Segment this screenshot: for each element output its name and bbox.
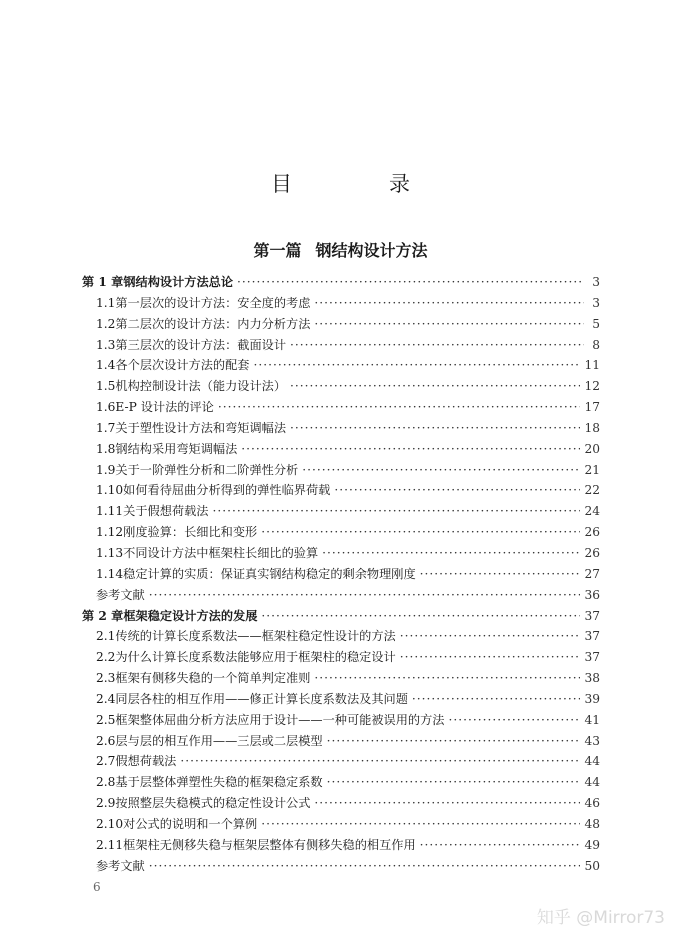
toc-entry-page: 37 <box>584 608 600 623</box>
toc-entry-number: 2.4 <box>96 691 116 706</box>
toc-section-row <box>82 732 600 753</box>
toc-entry-title: 基于层整体弹塑性失稳的框架稳定系数 <box>115 775 323 790</box>
toc-entry-page: 46 <box>584 796 600 811</box>
toc-dot-leader <box>290 421 580 435</box>
toc-dot-leader <box>412 692 581 706</box>
toc-entry-page: 39 <box>584 691 600 706</box>
toc-entry-number: 1.4 <box>96 358 116 373</box>
toc-entry-title: 参考文献 <box>96 858 145 873</box>
toc-section-row <box>82 523 600 544</box>
toc-entry-title: 假想荷载法 <box>115 754 177 769</box>
toc-entry-title: 框架整体屈曲分析方法应用于设计——一种可能被误用的方法 <box>115 712 445 727</box>
toc-entry-number: 2.1 <box>96 629 116 644</box>
toc-dot-leader <box>314 796 580 810</box>
page-number: 6 <box>93 880 101 894</box>
toc-entry-title: 对公式的说明和一个算例 <box>123 816 258 831</box>
toc-section-row <box>82 398 600 419</box>
toc-chapter-row <box>82 273 600 294</box>
toc-section-row <box>82 377 600 398</box>
part-title <box>0 238 681 261</box>
toc-entry-number: 2.2 <box>96 650 116 665</box>
toc-dot-leader <box>149 588 581 602</box>
toc-dot-leader <box>218 400 581 414</box>
page-title: 目 录 <box>271 172 448 196</box>
toc-dot-leader <box>149 859 581 873</box>
toc-dot-leader <box>212 504 580 518</box>
toc-dot-leader <box>420 567 581 581</box>
toc-dot-leader <box>261 525 580 539</box>
toc-entry-number: 1.7 <box>96 420 116 435</box>
toc-dot-leader <box>448 713 580 727</box>
toc-entry-title: 框架稳定设计方法的发展 <box>123 608 258 623</box>
toc-entry-page: 3 <box>592 275 600 289</box>
toc-entry-page: 41 <box>584 712 600 727</box>
toc-entry-number: 2.8 <box>96 775 116 790</box>
toc-dot-leader <box>180 754 580 768</box>
toc-dot-leader <box>290 379 580 393</box>
toc-section-row <box>82 294 600 315</box>
toc-entry-number: 2.10 <box>96 816 124 831</box>
toc-dot-leader <box>241 442 580 456</box>
toc-section-row <box>82 752 600 773</box>
toc-entry-number: 第 1 章 <box>82 275 124 289</box>
toc-entry-page: 38 <box>584 671 600 686</box>
toc-section-row <box>82 627 600 648</box>
toc-dot-leader <box>400 629 581 643</box>
toc-entry-number: 2.5 <box>96 712 116 727</box>
toc-entry-page: 44 <box>584 754 600 769</box>
toc-section-row <box>82 419 600 440</box>
toc-entry-page: 50 <box>584 858 600 873</box>
toc-section-row <box>82 565 600 586</box>
toc-entry-number: 第 2 章 <box>82 608 124 623</box>
toc-section-row <box>82 481 600 502</box>
toc-section-row <box>82 773 600 794</box>
toc-entry-number: 1.8 <box>96 441 116 456</box>
toc-entry-title: 参考文献 <box>96 587 145 602</box>
toc-section-row <box>82 669 600 690</box>
toc-entry-number: 1.14 <box>96 566 124 581</box>
toc-entry-title: 同层各柱的相互作用——修正计算长度系数法及其问题 <box>115 691 408 706</box>
toc-dot-leader <box>314 317 584 331</box>
toc-section-row <box>82 461 600 482</box>
toc-entry-title: 层与层的相互作用——三层或二层模型 <box>115 733 323 748</box>
toc-entry-page: 5 <box>592 316 600 331</box>
toc-entry-title: 关于假想荷载法 <box>123 504 209 519</box>
toc-entry-title: 传统的计算长度系数法——框架柱稳定性设计的方法 <box>115 629 396 644</box>
toc-section-row <box>82 648 600 669</box>
toc-entry-title: 按照整层失稳模式的稳定性设计公式 <box>115 796 311 811</box>
toc-entry-number: 1.2 <box>96 316 116 331</box>
toc-section-row <box>82 836 600 857</box>
toc-dot-leader <box>290 338 584 352</box>
toc-dot-leader <box>327 734 581 748</box>
toc-dot-leader <box>261 817 580 831</box>
toc-entry-page: 8 <box>592 337 600 352</box>
toc-section-row <box>82 336 600 357</box>
toc-chapter-row <box>82 607 600 628</box>
toc-dot-leader <box>237 275 584 289</box>
toc-entry-title: 如何看待屈曲分析得到的弹性临界荷载 <box>123 483 331 498</box>
toc-entry-number: 1.9 <box>96 462 116 477</box>
toc-section-row <box>82 815 600 836</box>
toc-section-row <box>82 544 600 565</box>
toc-entry-page: 12 <box>584 379 600 394</box>
toc-entry-page: 43 <box>584 733 600 748</box>
toc-entry-number: 1.13 <box>96 545 124 560</box>
toc-entry-title: 第二层次的设计方法：内力分析方法 <box>115 316 311 331</box>
toc-entry-page: 44 <box>584 775 600 790</box>
toc-entry-page: 27 <box>584 566 600 581</box>
toc-entry-page: 22 <box>584 483 600 498</box>
toc-entry-page: 37 <box>584 650 600 665</box>
toc-entry-number: 1.1 <box>96 295 116 310</box>
toc-section-row <box>82 690 600 711</box>
toc-entry-title: 钢结构采用弯矩调幅法 <box>115 441 238 456</box>
toc-dot-leader <box>322 546 580 560</box>
toc-entry-number: 1.5 <box>96 379 116 394</box>
toc-entry-page: 17 <box>584 400 600 415</box>
toc-entry-title: 机构控制设计法（能力设计法） <box>115 379 287 394</box>
toc-section-row <box>82 315 600 336</box>
toc-entry-page: 26 <box>584 545 600 560</box>
toc-dot-leader <box>253 358 580 372</box>
toc-entry-number: 2.9 <box>96 796 116 811</box>
toc-entry-number: 1.11 <box>96 504 124 519</box>
toc-dot-leader <box>400 650 581 664</box>
toc-entry-number: 2.3 <box>96 671 116 686</box>
toc-entry-number: 1.6 <box>96 400 116 415</box>
toc-entry-number: 2.6 <box>96 733 116 748</box>
toc-dot-leader <box>314 296 584 310</box>
toc-dot-leader <box>261 609 580 623</box>
toc-references-row <box>82 857 600 878</box>
part-label: 第一篇 <box>253 241 302 260</box>
toc-entry-number: 2.11 <box>96 837 124 852</box>
toc-references-row <box>82 586 600 607</box>
toc-entry-page: 18 <box>584 420 600 435</box>
toc-entry-number: 1.3 <box>96 337 116 352</box>
toc-entry-page: 24 <box>584 504 600 519</box>
watermark: 知乎 @Mirror73 <box>536 908 665 928</box>
toc-entry-number: 1.10 <box>96 483 124 498</box>
toc-entry-title: 钢结构设计方法总论 <box>123 275 234 289</box>
toc-entry-title: 刚度验算：长细比和变形 <box>123 525 258 540</box>
toc-entry-page: 21 <box>584 462 600 477</box>
toc-entry-title: 关于一阶弹性分析和二阶弹性分析 <box>115 462 299 477</box>
part-name: 钢结构设计方法 <box>315 241 428 260</box>
toc-entry-number: 2.7 <box>96 754 116 769</box>
toc-dot-leader <box>327 775 581 789</box>
toc-section-row <box>82 711 600 732</box>
toc-section-row <box>82 356 600 377</box>
toc-entry-page: 36 <box>584 587 600 602</box>
table-of-contents <box>82 273 600 877</box>
toc-entry-page: 26 <box>584 525 600 540</box>
toc-entry-title: E-P 设计法的评论 <box>115 400 214 415</box>
toc-entry-number: 1.12 <box>96 525 124 540</box>
toc-dot-leader <box>334 483 580 497</box>
toc-entry-title: 关于塑性设计方法和弯矩调幅法 <box>115 420 287 435</box>
toc-dot-leader <box>314 671 580 685</box>
toc-entry-page: 48 <box>584 816 600 831</box>
toc-entry-page: 49 <box>584 837 600 852</box>
toc-entry-page: 37 <box>584 629 600 644</box>
toc-entry-title: 框架柱无侧移失稳与框架层整体有侧移失稳的相互作用 <box>123 837 416 852</box>
toc-entry-page: 20 <box>584 441 600 456</box>
toc-entry-title: 各个层次设计方法的配套 <box>115 358 250 373</box>
toc-entry-page: 11 <box>584 358 600 373</box>
toc-entry-page: 3 <box>592 295 600 310</box>
toc-section-row <box>82 794 600 815</box>
toc-section-row <box>82 502 600 523</box>
toc-section-row <box>82 440 600 461</box>
toc-dot-leader <box>420 838 581 852</box>
toc-entry-title: 框架有侧移失稳的一个简单判定准则 <box>115 671 311 686</box>
toc-entry-title: 不同设计方法中框架柱长细比的验算 <box>123 545 319 560</box>
toc-entry-title: 第三层次的设计方法：截面设计 <box>115 337 287 352</box>
toc-entry-title: 为什么计算长度系数法能够应用于框架柱的稳定设计 <box>115 650 396 665</box>
toc-entry-title: 第一层次的设计方法：安全度的考虑 <box>115 295 311 310</box>
toc-entry-title: 稳定计算的实质：保证真实钢结构稳定的剩余物理刚度 <box>123 566 416 581</box>
toc-dot-leader <box>302 463 580 477</box>
